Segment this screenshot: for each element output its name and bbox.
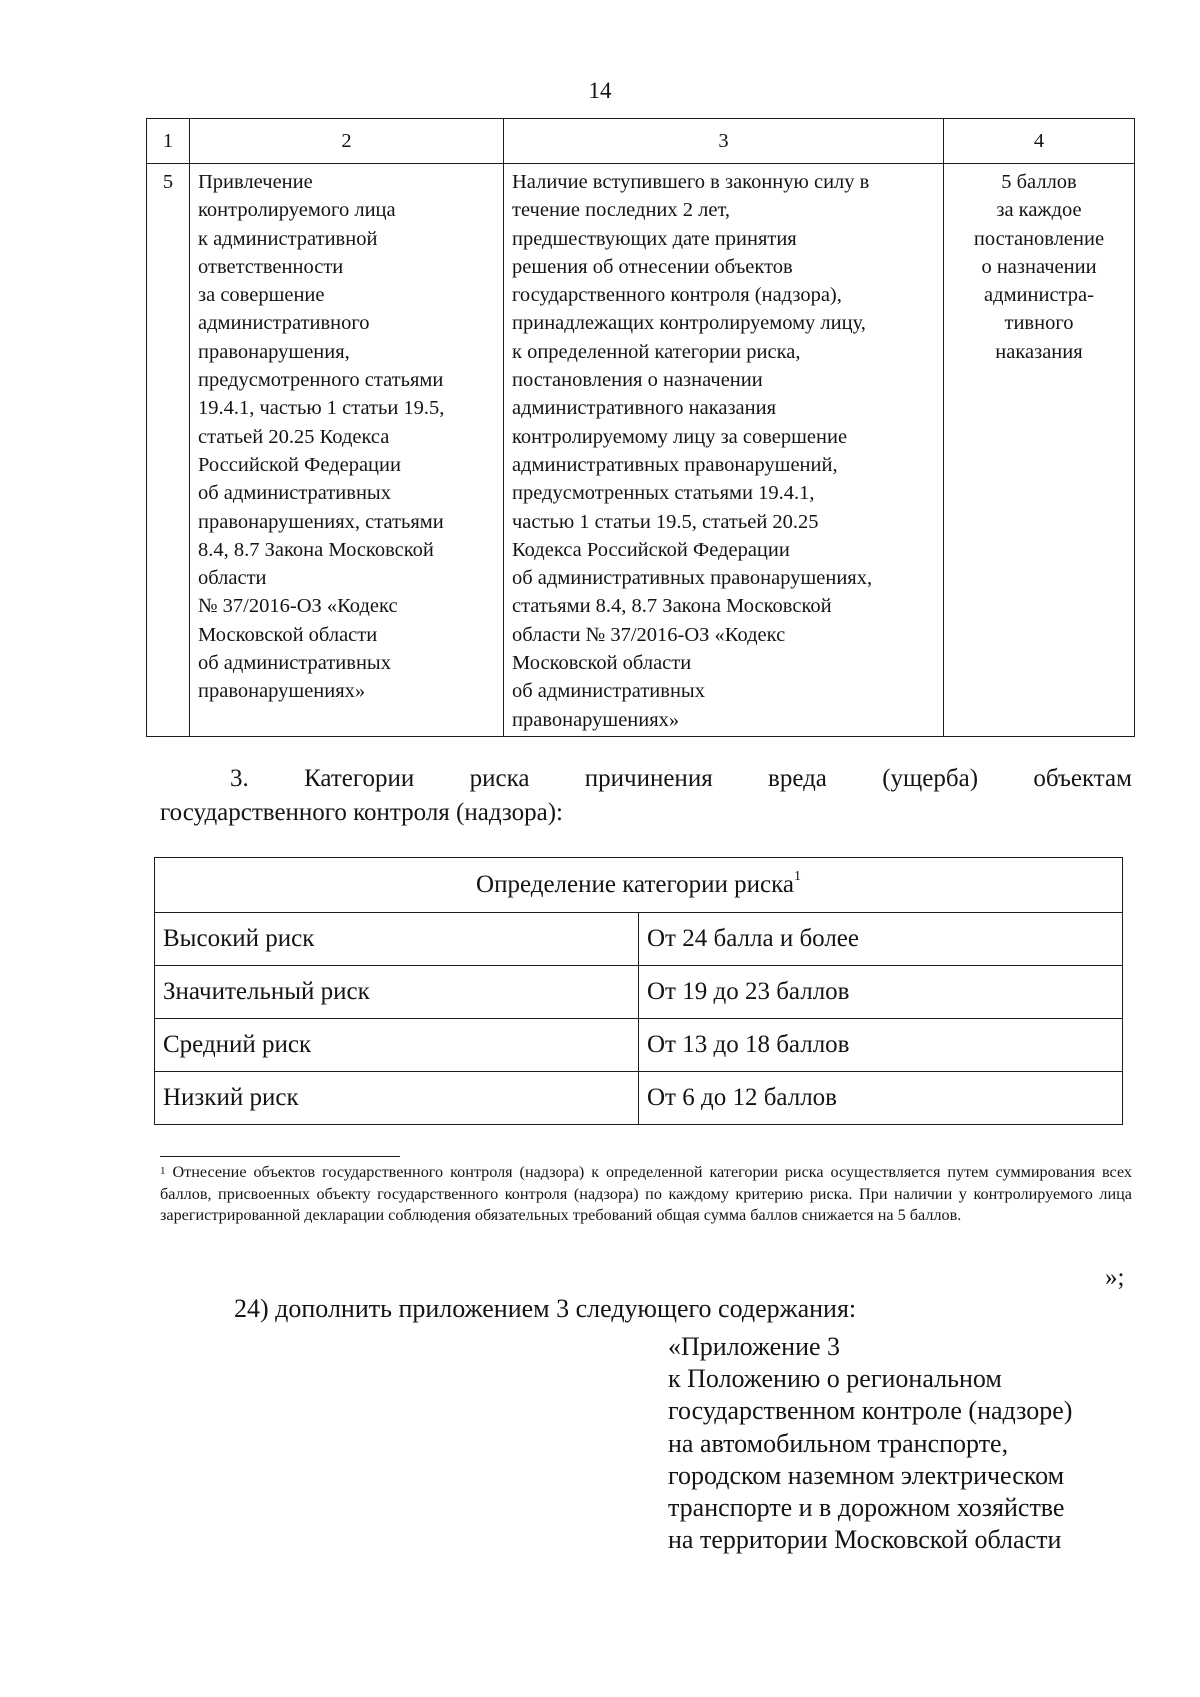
- indicator-line: Московской области: [512, 652, 692, 675]
- indicator-line: постановления о назначении: [512, 369, 763, 392]
- risk-category: Низкий риск: [155, 1072, 639, 1125]
- indicator-line: административных правонарушений,: [512, 453, 838, 476]
- indicator-line: контролируемому лицу за совершение: [512, 425, 848, 448]
- description-line: правонарушениях»: [198, 680, 366, 703]
- indicator-line: частью 1 статьи 19.5, статьей 20.25: [512, 510, 819, 533]
- appendix-heading: [668, 1331, 1072, 1556]
- indicator-line: административного наказания: [512, 397, 777, 420]
- indicator-line: государственного контроля (надзора),: [512, 284, 842, 307]
- risk-table-title-row: [155, 858, 1123, 913]
- criteria-score: [944, 164, 1135, 737]
- appendix-line: государственном контроле (надзоре): [668, 1396, 1073, 1426]
- indicator-line: предусмотренных статьями 19.4.1,: [512, 482, 815, 505]
- footnote-divider: [160, 1156, 400, 1157]
- description-line: предусмотренного статьями: [198, 369, 444, 392]
- section-3-word: объектам: [1033, 765, 1132, 792]
- description-line: Московской области: [198, 623, 378, 646]
- description-line: правонарушения,: [198, 340, 350, 363]
- risk-category-table: [154, 857, 1123, 1125]
- description-line: 19.4.1, частью 1 статьи 19.5,: [198, 397, 445, 420]
- risk-row-significant: [155, 966, 1123, 1019]
- description-line: Российской Федерации: [198, 453, 401, 476]
- risk-range: От 19 до 23 баллов: [639, 966, 1123, 1019]
- risk-range: От 24 балла и более: [639, 913, 1123, 966]
- description-line: 8.4, 8.7 Закона Московской: [198, 538, 434, 561]
- risk-row-medium: [155, 1019, 1123, 1072]
- description-line: контролируемого лица: [198, 199, 396, 222]
- indicator-line: Наличие вступившего в законную силу в: [512, 171, 870, 193]
- section-3-word: (ущерба): [882, 765, 979, 792]
- description-line: об административных: [198, 652, 391, 675]
- section-3-line-1: [160, 762, 1132, 796]
- description-line: административного: [198, 312, 370, 335]
- risk-category: Высокий риск: [155, 913, 639, 966]
- section-3-word: Категории: [304, 765, 415, 792]
- indicator-line: Кодекса Российской Федерации: [512, 538, 790, 561]
- risk-category: Значительный риск: [155, 966, 639, 1019]
- header-cell-4: 4: [944, 119, 1135, 164]
- appendix-line: на территории Московской области: [668, 1525, 1062, 1555]
- description-line: правонарушениях, статьями: [198, 510, 444, 533]
- appendix-line: транспорте и в дорожном хозяйстве: [668, 1493, 1065, 1523]
- description-line: области: [198, 567, 267, 590]
- page-number: 14: [588, 78, 612, 103]
- score-line: 5 баллов: [1001, 171, 1077, 193]
- indicator-line: к определенной категории риска,: [512, 340, 801, 363]
- indicator-line: области № 37/2016-ОЗ «Кодекс: [512, 623, 786, 646]
- indicator-line: об административных правонарушениях,: [512, 567, 873, 590]
- section-3-paragraph: [160, 762, 1132, 830]
- description-line: Привлечение: [198, 171, 313, 193]
- risk-category: Средний риск: [155, 1019, 639, 1072]
- footnote-number: 1: [160, 1165, 166, 1177]
- criteria-description: [190, 164, 504, 737]
- description-line: № 37/2016-ОЗ «Кодекс: [198, 595, 398, 618]
- description-line: за совершение: [198, 284, 325, 307]
- description-line: статьей 20.25 Кодекса: [198, 425, 390, 448]
- criteria-indicator: [504, 164, 944, 737]
- appendix-line: «Приложение 3: [668, 1332, 841, 1361]
- description-line: к административной: [198, 227, 378, 250]
- description-line: об административных: [198, 482, 391, 505]
- section-3-word: причинения: [584, 765, 713, 792]
- indicator-line: об административных: [512, 680, 705, 703]
- section-3-line-2: государственного контроля (надзора):: [160, 799, 563, 826]
- appendix-line: городском наземном электрическом: [668, 1460, 1065, 1490]
- section-3-word: вреда: [768, 765, 827, 792]
- score-line: за каждое: [996, 199, 1082, 222]
- score-line: о назначении: [981, 255, 1097, 278]
- criteria-row-5: [147, 164, 1135, 737]
- item-24: 24) дополнить приложением 3 следующего содержания:: [234, 1294, 857, 1323]
- header-cell-1: 1: [147, 119, 190, 164]
- score-line: тивного: [1004, 312, 1074, 335]
- header-cell-3: 3: [504, 119, 944, 164]
- footnote: [160, 1162, 1132, 1227]
- indicator-line: принадлежащих контролируемому лицу,: [512, 312, 866, 335]
- section-3-word: 3.: [230, 765, 249, 792]
- risk-range: От 6 до 12 баллов: [639, 1072, 1123, 1125]
- score-line: администра-: [984, 284, 1094, 307]
- score-line: постановление: [973, 227, 1105, 250]
- section-3-word: риска: [469, 765, 530, 792]
- risk-range: От 13 до 18 баллов: [639, 1019, 1123, 1072]
- risk-row-low: [155, 1072, 1123, 1125]
- indicator-line: статьями 8.4, 8.7 Закона Московской: [512, 595, 832, 618]
- appendix-line: к Положению о региональном: [668, 1364, 1002, 1394]
- footnote-marker: 1: [793, 869, 801, 884]
- criteria-table: [146, 118, 1135, 737]
- footnote-text: Отнесение объектов государственного контроля (надзора) к определенной категории риска осуществляется путем суммирования всех баллов, присвоенных объекту государственного контроля (надзора) по каждому критерию риска. При наличии у контролируемого лица зарегистрированной декларации соблюдения обязательных требований общая сумма баллов снижается на 5 баллов.: [160, 1163, 1133, 1224]
- indicator-line: правонарушениях»: [512, 708, 680, 731]
- risk-table-title: Определение категории риска$^1$: [155, 858, 1123, 913]
- risk-row-high: [155, 913, 1123, 966]
- indicator-line: предшествующих дате принятия: [512, 227, 797, 250]
- description-line: ответственности: [198, 255, 344, 278]
- header-cell-2: 2: [190, 119, 504, 164]
- criteria-number: 5: [147, 164, 190, 737]
- indicator-line: течение последних 2 лет,: [512, 199, 731, 222]
- criteria-table-header: [147, 119, 1135, 164]
- appendix-line: на автомобильном транспорте,: [668, 1428, 1009, 1458]
- closing-quote: »;: [1105, 1264, 1125, 1291]
- indicator-line: решения об отнесении объектов: [512, 255, 793, 278]
- score-line: наказания: [995, 340, 1083, 363]
